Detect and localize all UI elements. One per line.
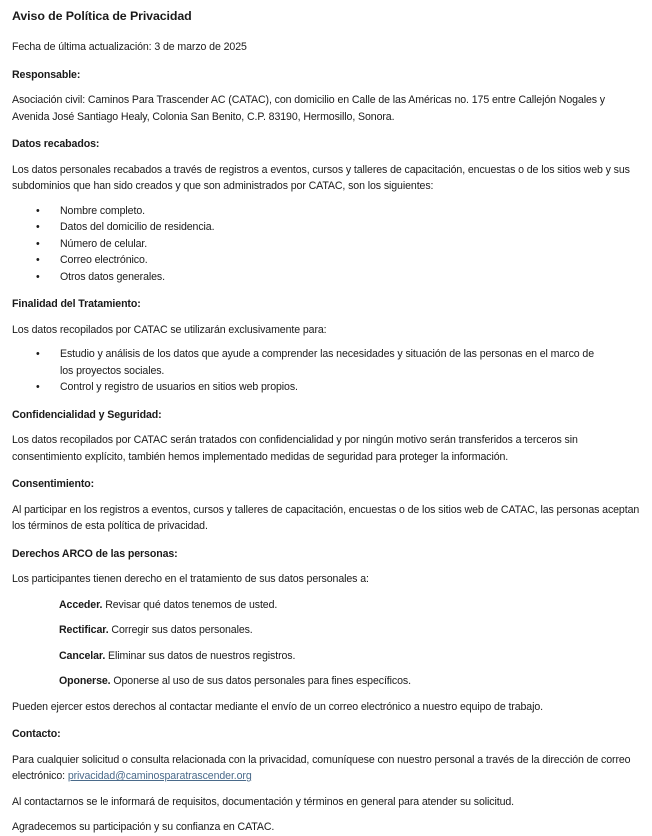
contacto-info: Al contactarnos se le informará de requisitos, documentación y términos en general para atender su solicitud. <box>12 795 514 808</box>
arco-closing: Pueden ejercer estos derechos al contactar mediante el envío de un correo electrónico a nuestro equipo de trabajo. <box>12 700 543 713</box>
bullet-icon: • <box>36 381 40 393</box>
datos-heading: Datos recabados: <box>12 138 100 150</box>
list-item: • Estudio y análisis de los datos que ayude a comprender las necesidades y situación de las personas en el marco de los proyectos sociales. <box>36 348 595 377</box>
right-cancelar: Cancelar. Eliminar sus datos de nuestros registros. <box>59 649 296 662</box>
confidencialidad-heading: Confidencialidad y Seguridad: <box>12 408 162 421</box>
finalidad-heading: Finalidad del Tratamiento: <box>12 298 141 310</box>
list-item: • Número de celular. <box>12 236 640 253</box>
arco-text: Los participantes tienen derecho en el tratamiento de sus datos personales a: <box>12 573 369 585</box>
contacto-text: Para cualquier solicitud o consulta relacionada con la privacidad, comuníquese con nuestro personal a través de la dirección de correo electrónico: privacidad@caminosparatrascender.org <box>12 753 631 782</box>
right-acceder: Acceder. Revisar qué datos tenemos de usted. <box>59 598 278 611</box>
list-item: • Control y registro de usuarios en sitios web propios. <box>12 379 640 396</box>
last-updated-date: Fecha de última actualización: 3 de marzo de 2025 <box>12 41 247 53</box>
right-rectificar: Rectificar. Corregir sus datos personales. <box>59 624 253 636</box>
list-item: • Otros datos generales. <box>12 269 640 286</box>
arco-heading: Derechos ARCO de las personas: <box>12 547 178 560</box>
consentimiento-text: Al participar en los registros a eventos, cursos y talleres de capacitación, encuestas o de los sitios web de CATAC, las personas aceptan los términos de esta política de privacidad. <box>12 503 640 532</box>
document-title: Aviso de Política de Privacidad <box>12 9 192 23</box>
bullet-icon: • <box>36 204 40 217</box>
email-link[interactable]: privacidad@caminosparatrascender.org <box>67 770 252 782</box>
contacto-heading: Contacto: <box>12 728 61 740</box>
list-item: • Correo electrónico. <box>12 252 640 269</box>
bullet-icon: • <box>36 237 40 250</box>
bullet-icon: • <box>36 348 40 360</box>
finalidad-text: Los datos recopilados por CATAC se utilizarán exclusivamente para: <box>12 323 327 336</box>
thanks-text: Agradecemos su participación y su confianza en CATAC. <box>12 821 275 833</box>
responsable-heading: Responsable: <box>12 68 81 81</box>
right-oponerse: Oponerse. Oponerse al uso de sus datos personales para fines específicos. <box>59 675 411 687</box>
consentimiento-heading: Consentimiento: <box>12 478 95 490</box>
bullet-icon: • <box>36 254 40 266</box>
bullet-icon: • <box>36 270 40 283</box>
responsable-text: Asociación civil: Caminos Para Trascender AC (CATAC), con domicilio en Calle de las Américas no. 175 entre Callejón Nogales y Avenida José Santiago Healy, Colonia San Benito, C.P. 83190, Hermosillo, Sonora. <box>12 94 605 123</box>
datos-list <box>12 203 640 286</box>
list-item: • Nombre completo. <box>12 203 640 220</box>
finalidad-list <box>12 346 640 396</box>
bullet-icon: • <box>36 221 40 233</box>
datos-text: Los datos personales recabados a través de registros a eventos, cursos y talleres de capacitación, encuestas o de los sitios web y sus subdominios que han sido creados y que son administrados por CATAC, son los siguientes: <box>12 163 630 192</box>
confidencialidad-text: Los datos recopilados por CATAC serán tratados con confidencialidad y por ningún motivo serán transferidos a terceros sin consentimiento explícito, también hemos implementado medidas de seguridad para proteger la información. <box>12 434 578 463</box>
list-item: • Datos del domicilio de residencia. <box>12 219 640 236</box>
